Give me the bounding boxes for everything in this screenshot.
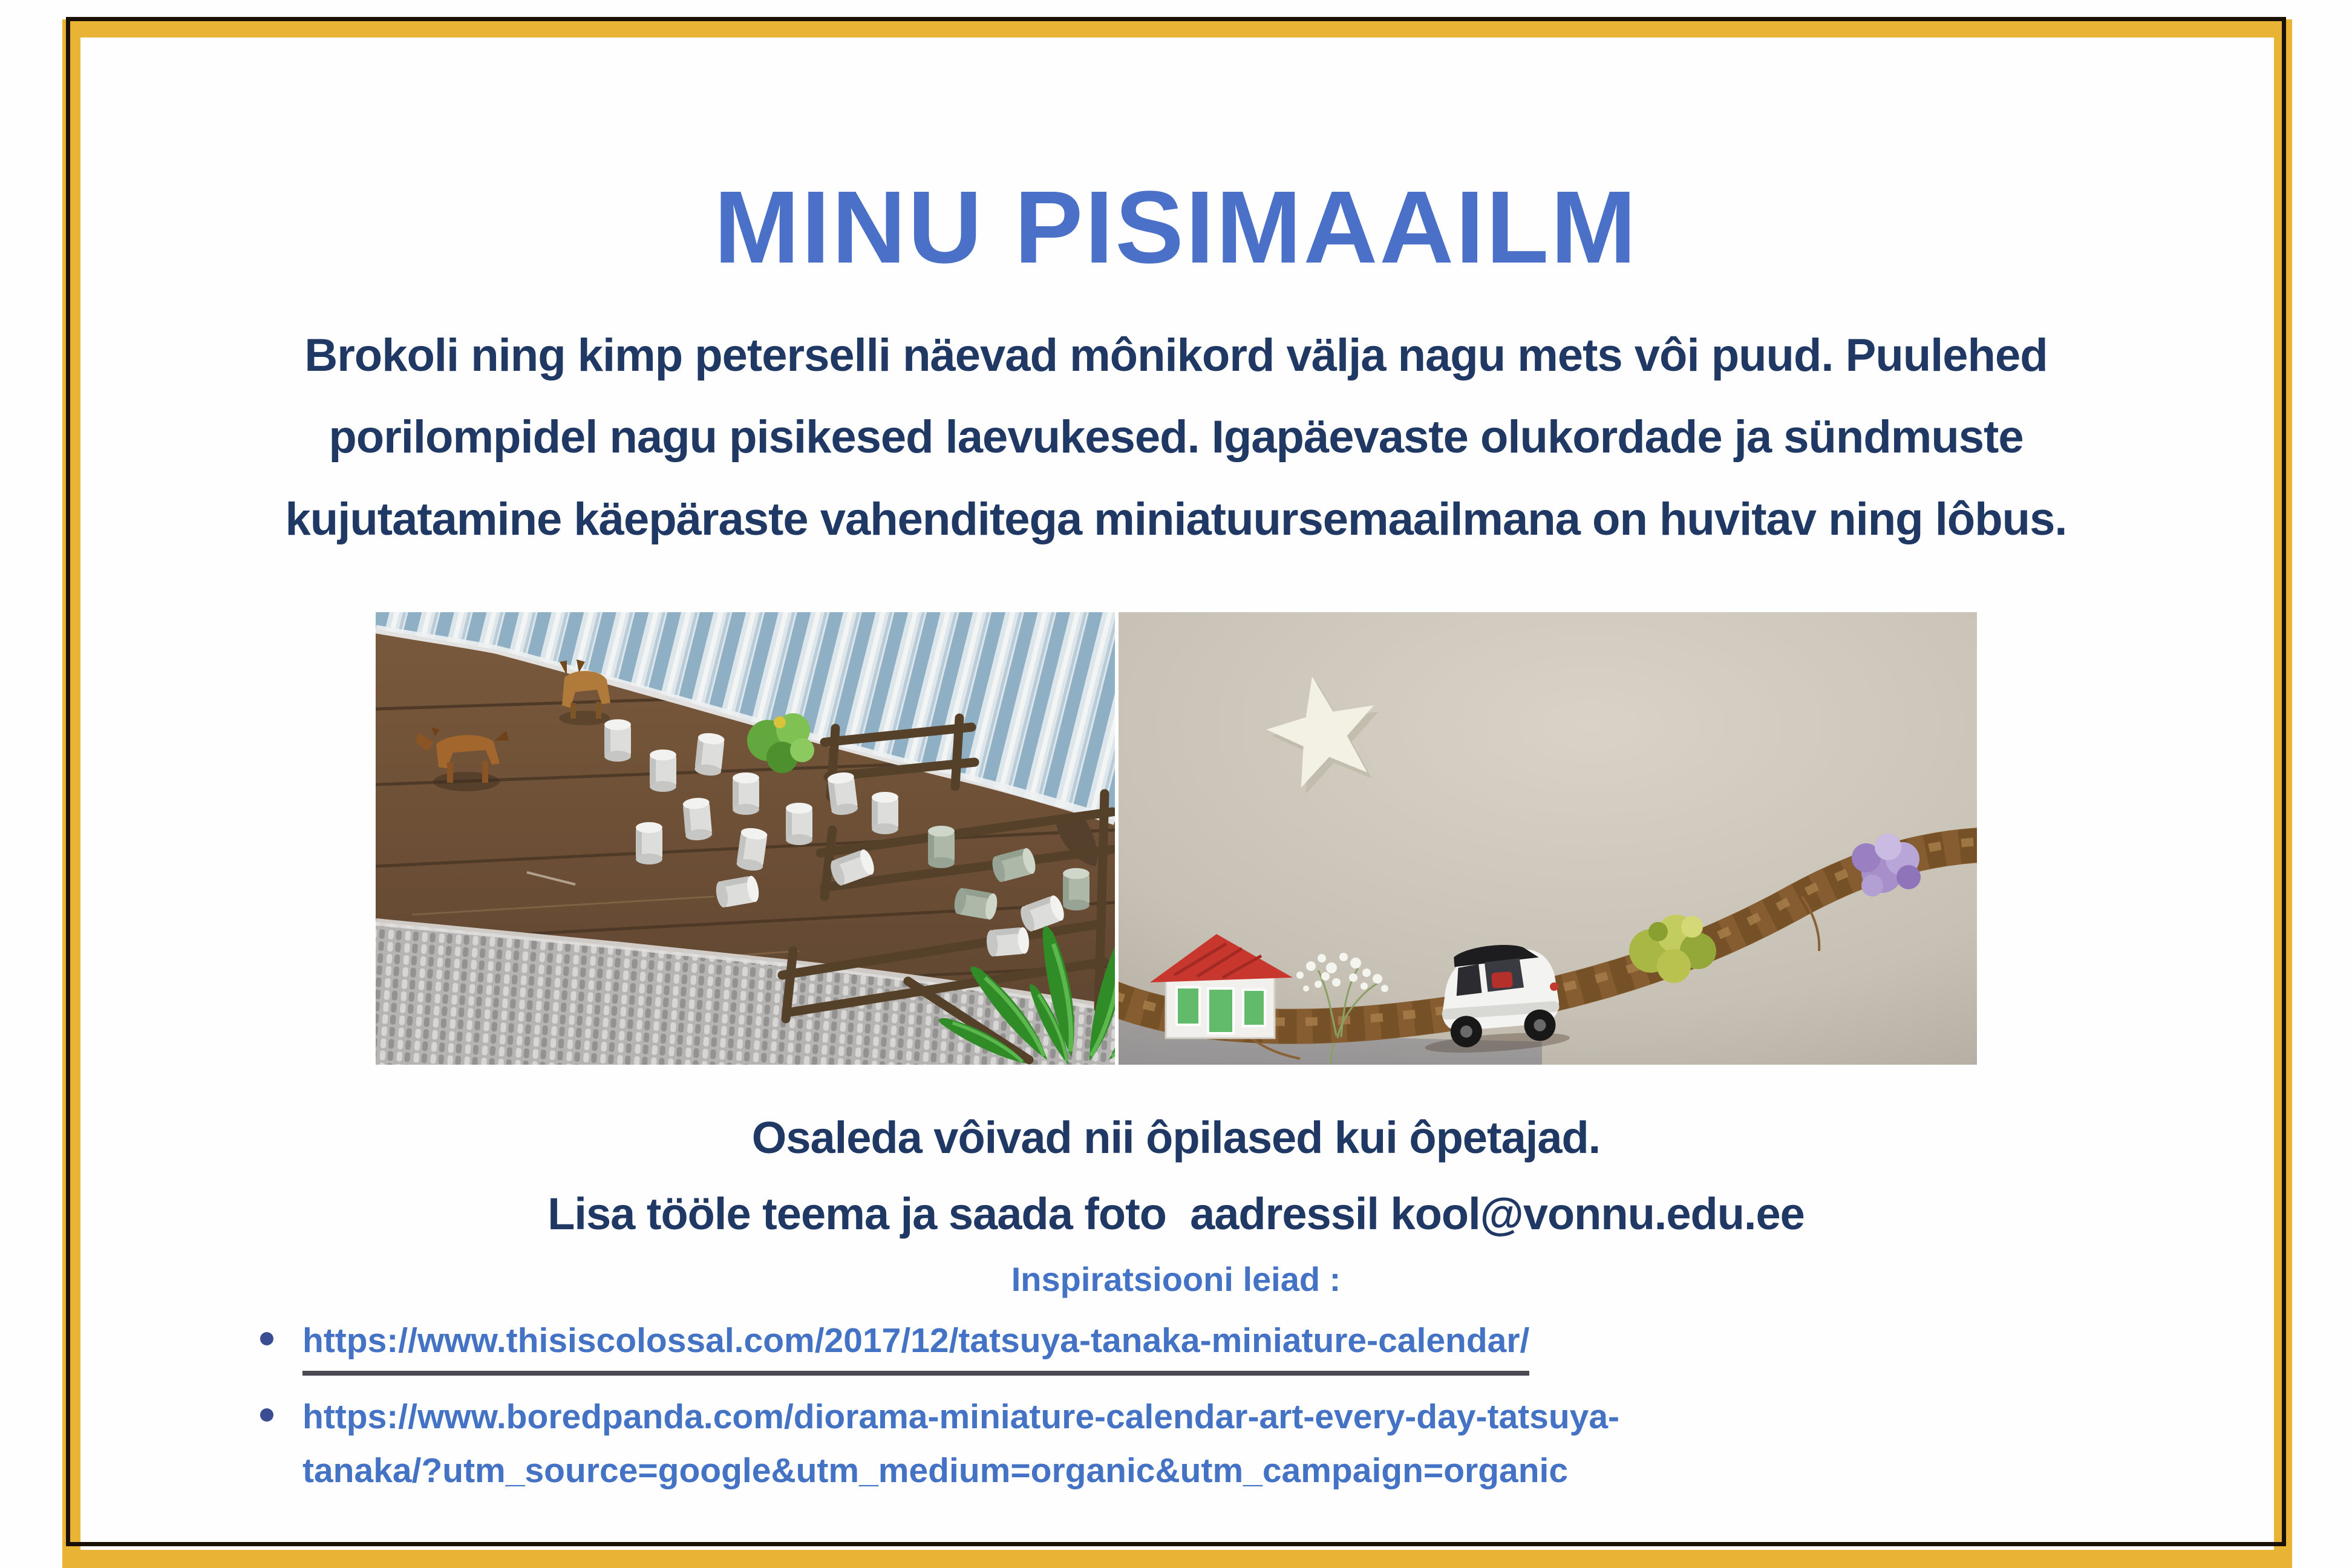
boredpanda-link-line-1: https://www.boredpanda.com/diorama-miniature-calendar-art-every-day-tatsuya- bbox=[302, 1397, 1620, 1437]
link-item-boredpanda bbox=[253, 1390, 2068, 1497]
intro-line-3: kujutatamine käepäraste vahenditega miniatuursemaailmana on huvitav ning lôbus. bbox=[285, 493, 2067, 545]
submission-line: Lisa tööle teema ja saada foto aadressil kool@vonnu.edu.ee bbox=[547, 1189, 1805, 1239]
inspiration-links-list bbox=[253, 1314, 2068, 1497]
inspiration-label: Inspiratsiooni leiad : bbox=[1011, 1260, 1341, 1298]
intro-paragraph bbox=[151, 315, 2201, 560]
photo-row bbox=[0, 612, 2352, 1065]
page-title: MINU PISIMAAILM bbox=[714, 170, 1638, 285]
photo-braid-road-miniature bbox=[1119, 612, 1977, 1065]
link-item-colossal bbox=[253, 1314, 2068, 1376]
participation-line: Osaleda vôivad nii ôpilased kui ôpetajad. bbox=[751, 1112, 1601, 1163]
intro-line-2: porilompidel nagu pisikesed laevukesed. Igapäevaste olukordade ja sündmuste bbox=[328, 411, 2024, 463]
intro-line-1: Brokoli ning kimp peterselli näevad mônikord välja nagu mets vôi puud. Puulehed bbox=[304, 330, 2048, 381]
colossal-link[interactable]: https://www.thisiscolossal.com/2017/12/tatsuya-tanaka-miniature-calendar/ bbox=[302, 1314, 1529, 1376]
boredpanda-link-line-2: tanaka/?utm_source=google&utm_medium=organic&utm_campaign=organic bbox=[302, 1451, 1569, 1490]
photo-spools-farm-miniature bbox=[376, 612, 1115, 1065]
boredpanda-link[interactable] bbox=[302, 1390, 2068, 1497]
